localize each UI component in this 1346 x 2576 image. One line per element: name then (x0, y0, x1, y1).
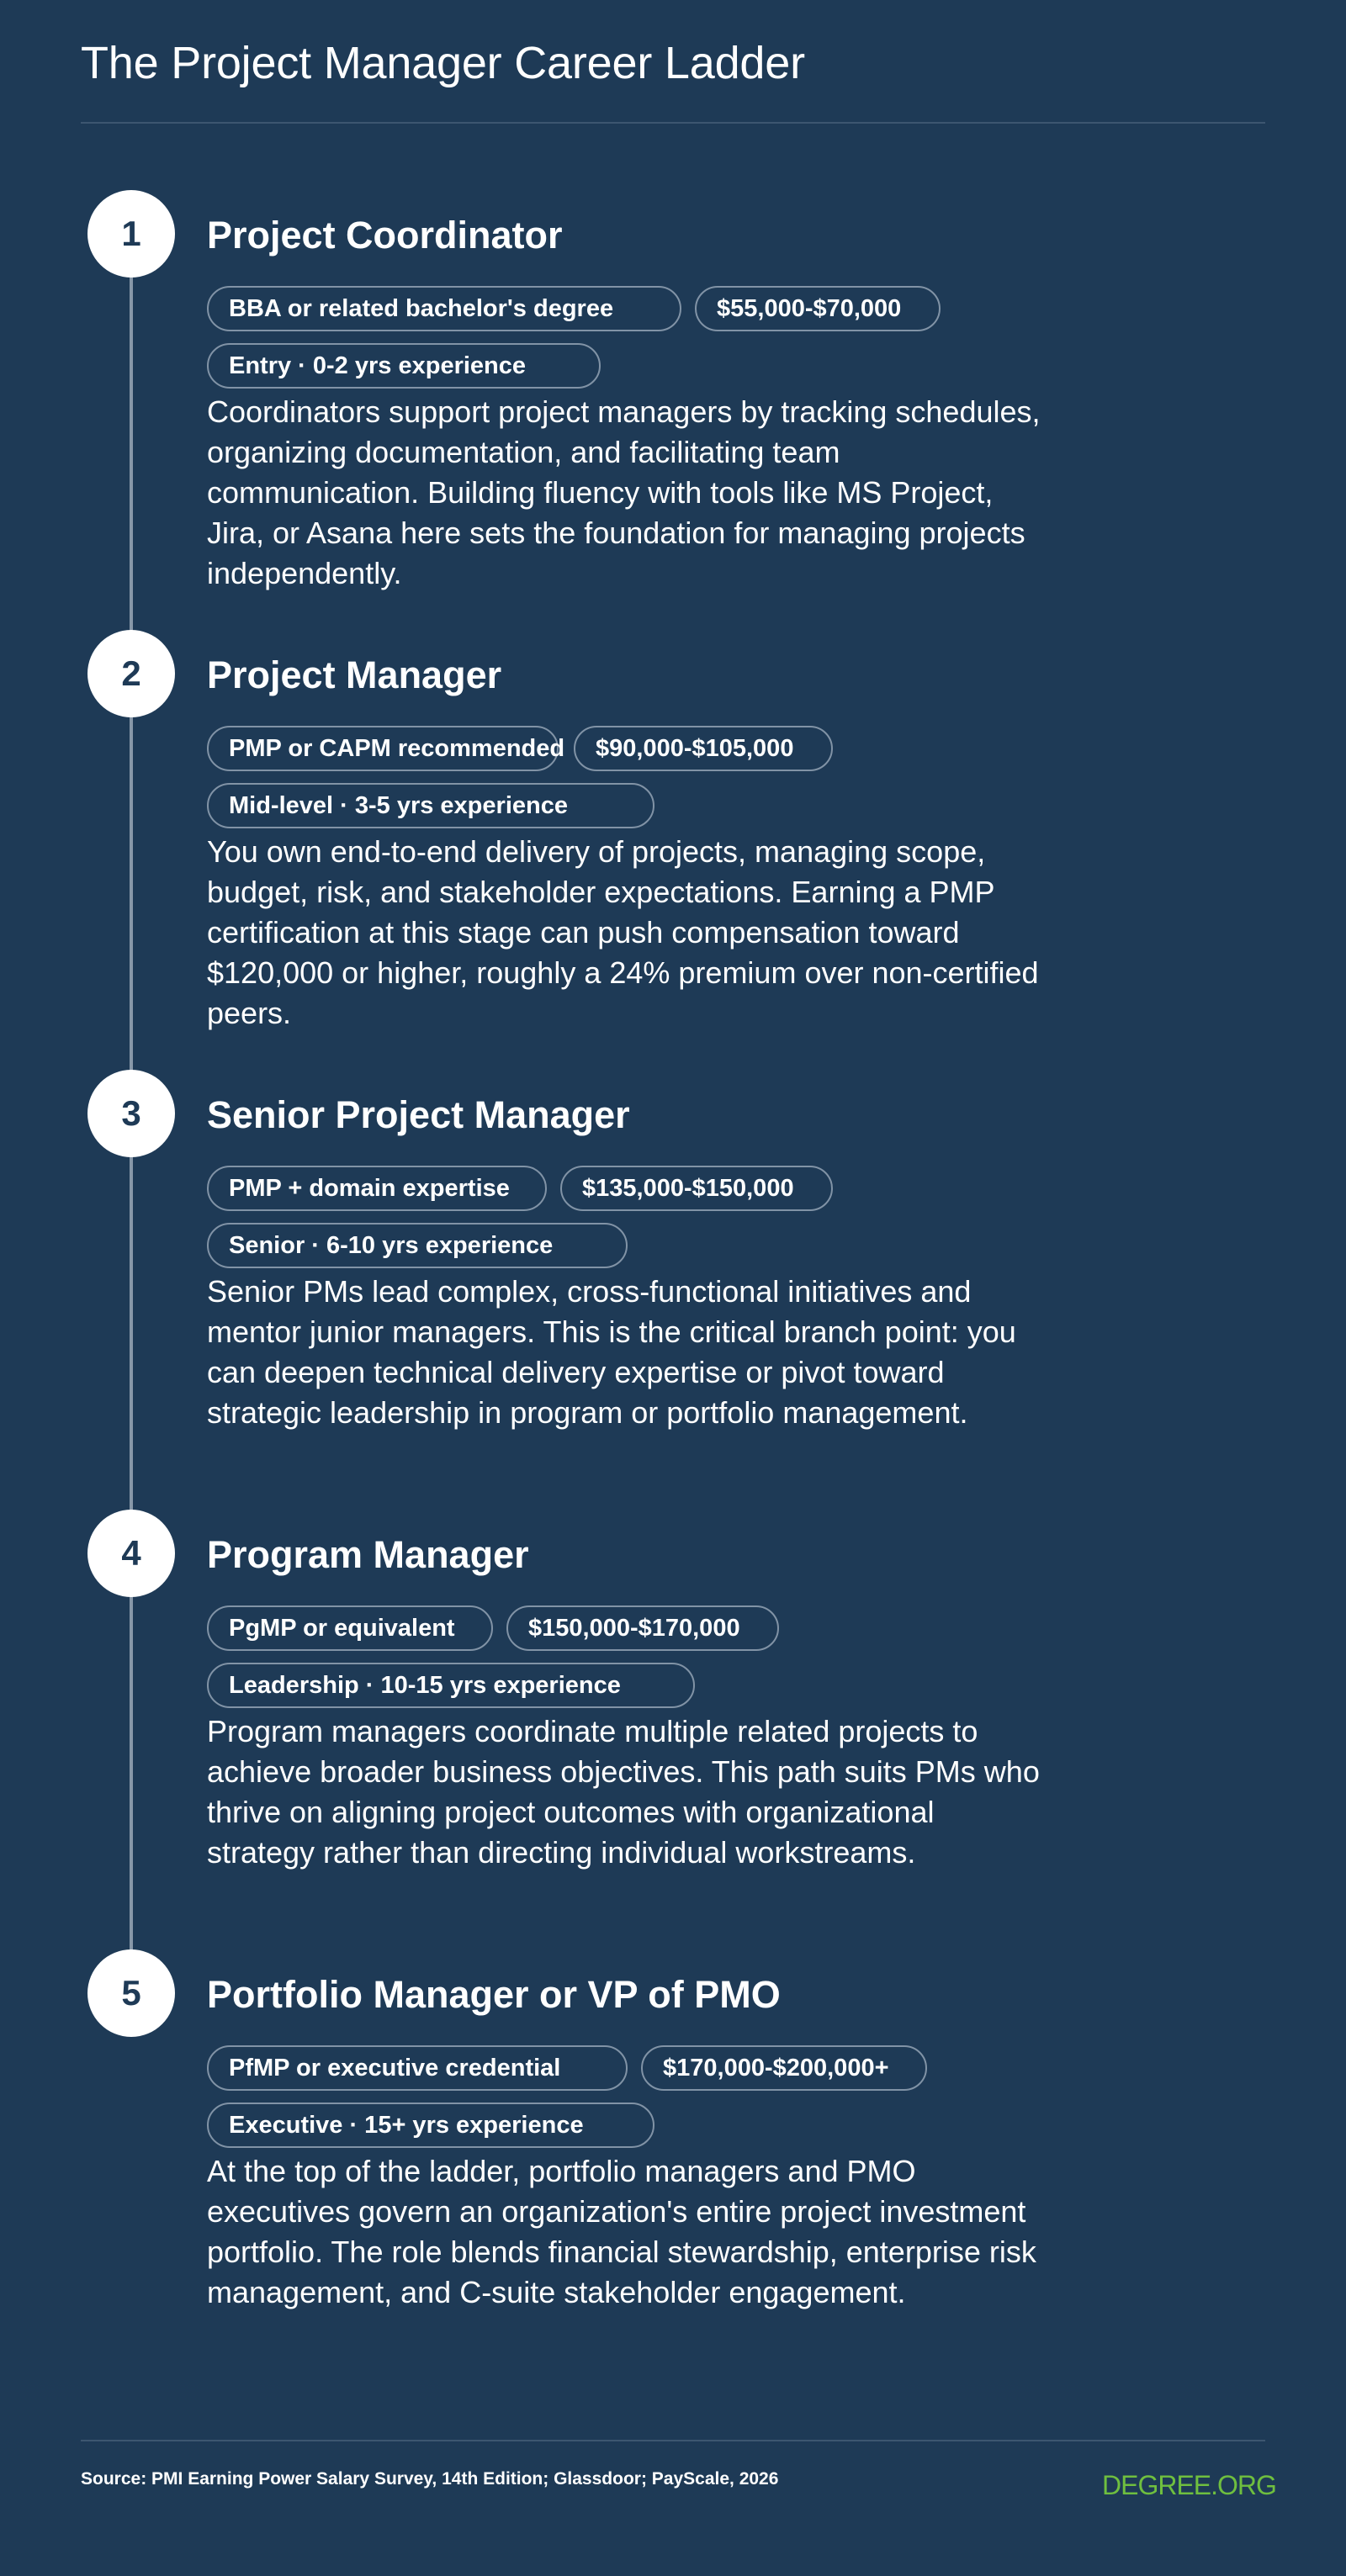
stage-title: Program Manager (207, 1533, 529, 1576)
experience-pill: Entry · 0-2 yrs experience (207, 343, 601, 389)
stage-description: Coordinators support project managers by tracking schedules, organizing documentation, and facilitating team communication. Building fluency with tools like MS Project, Jira, or Asana here sets the foundation for managing projects independently. (207, 394, 1041, 590)
stage-description: Senior PMs lead complex, cross-functional initiatives and mentor junior managers. This is the critical branch point: you can deepen technical delivery expertise or pivot toward strategic leadership in program or portfolio management. (207, 1274, 1016, 1430)
step-number-circle: 4 (87, 1510, 175, 1597)
stage-project-manager (0, 630, 1346, 1067)
salary-pill: $135,000-$150,000 (560, 1166, 833, 1211)
salary-pill: $90,000-$105,000 (574, 726, 833, 771)
stage-project-coordinator (0, 190, 1346, 627)
experience-pill: Leadership · 10-15 yrs experience (207, 1663, 695, 1708)
stage-program-manager (0, 1510, 1346, 1947)
stage-description: At the top of the ladder, portfolio managers and PMO executives govern an organization's entire project investment portfolio. The role blends financial stewardship, enterprise risk management, and C-suite stakeholder engagement. (207, 2154, 1036, 2309)
stage-title: Portfolio Manager or VP of PMO (207, 1973, 781, 2016)
stage-description: You own end-to-end delivery of projects, managing scope, budget, risk, and stakeholder expectations. Earning a PMP certification at this stage can push compensation toward $120,000 or higher, roughly a 24% premium over non-certified peers. (207, 834, 1039, 1030)
page-title: The Project Manager Career Ladder (81, 38, 805, 88)
credential-pill: BBA or related bachelor's degree (207, 286, 681, 331)
credential-pill: PMP or CAPM recommended (207, 726, 559, 771)
step-number-circle: 1 (87, 190, 175, 278)
salary-pill: $170,000-$200,000+ (641, 2045, 927, 2091)
step-number-circle: 2 (87, 630, 175, 717)
stage-description: Program managers coordinate multiple related projects to achieve broader business objectives. This path suits PMs who thrive on aligning project outcomes with organizational strategy rather than directing individual workstreams. (207, 1714, 1040, 1870)
step-number-circle: 3 (87, 1070, 175, 1157)
stage-title: Project Manager (207, 653, 502, 696)
experience-pill: Executive · 15+ yrs experience (207, 2103, 654, 2148)
experience-pill: Senior · 6-10 yrs experience (207, 1223, 628, 1268)
stage-title: Senior Project Manager (207, 1093, 630, 1136)
salary-pill: $55,000-$70,000 (695, 286, 941, 331)
stage-senior-project-manager (0, 1070, 1346, 1507)
source-note: Source: PMI Earning Power Salary Survey, 14th Edition; Glassdoor; PayScale, 2026 (81, 2469, 779, 2489)
stage-title: Project Coordinator (207, 214, 563, 257)
step-number-circle: 5 (87, 1949, 175, 2037)
stage-portfolio-manager (0, 1949, 1346, 2387)
footer-divider (81, 2440, 1265, 2441)
salary-pill: $150,000-$170,000 (506, 1605, 779, 1651)
credential-pill: PMP + domain expertise (207, 1166, 547, 1211)
credential-pill: PgMP or equivalent (207, 1605, 493, 1651)
header-divider (81, 122, 1265, 124)
credential-pill: PfMP or executive credential (207, 2045, 628, 2091)
degree-org-logo: DEGREE.ORG (1102, 2470, 1276, 2500)
experience-pill: Mid-level · 3-5 yrs experience (207, 783, 654, 828)
